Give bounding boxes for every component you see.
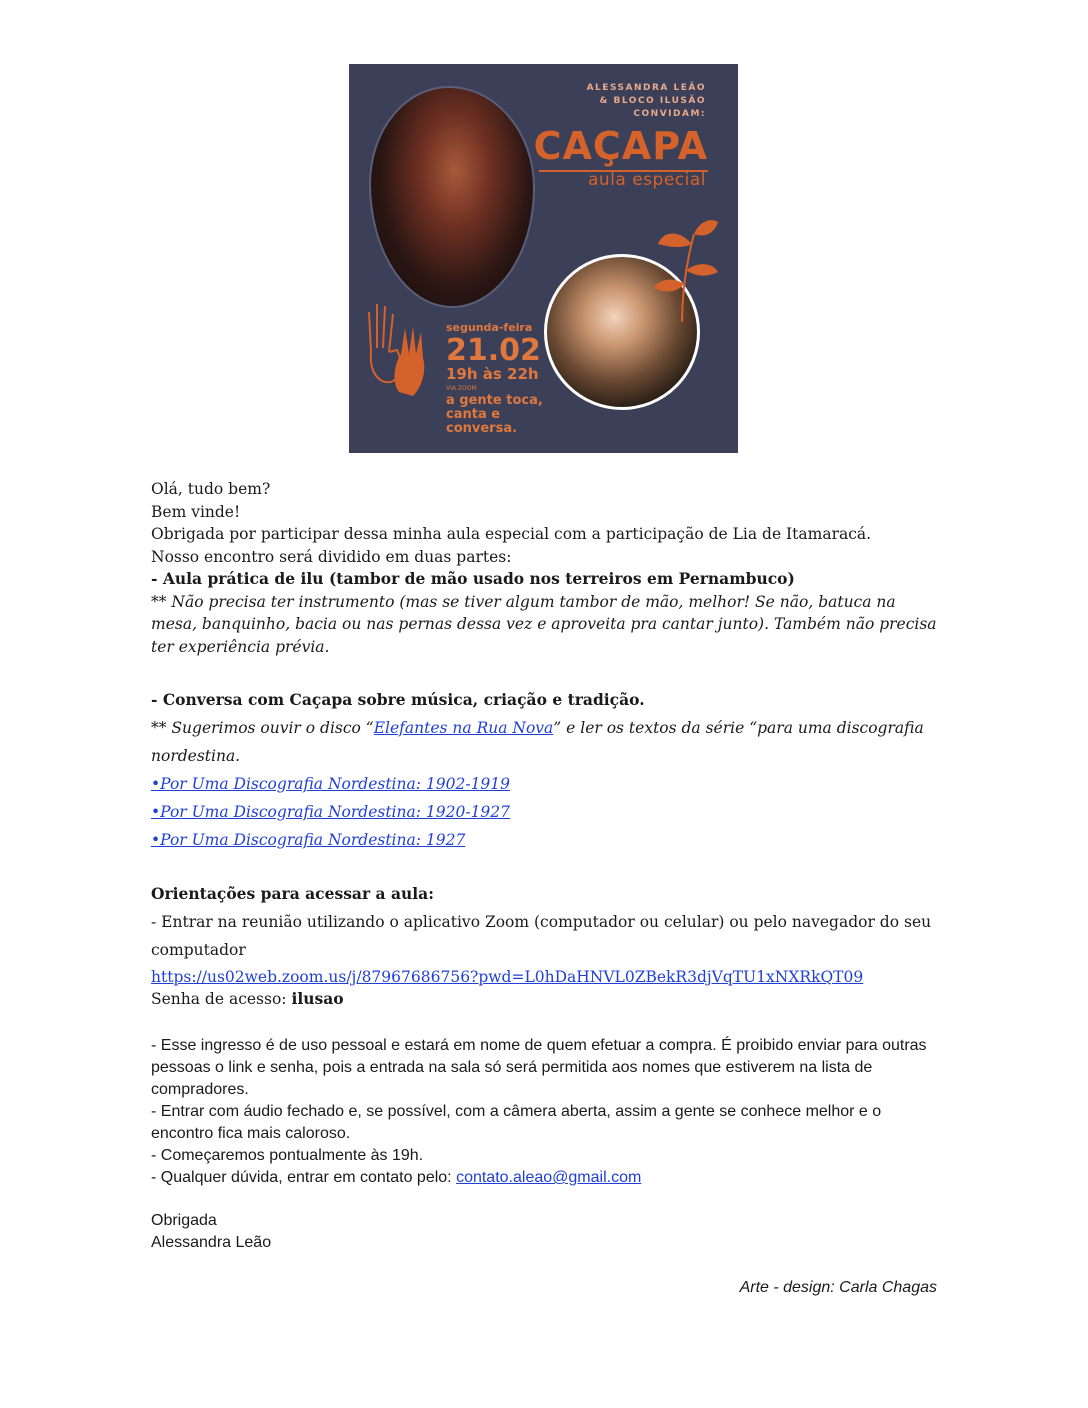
welcome: Bem vinde! (151, 502, 241, 521)
part2-note-suffix: ” e ler os textos da série “para uma discografia nordestina. (151, 719, 924, 765)
event-via: VIA ZOOM (446, 385, 477, 392)
part2-note (151, 714, 937, 770)
thanks-line: Obrigada por participar dessa minha aula especial com a participação de Lia de Itamaracá. (151, 525, 872, 543)
discography-link-1927[interactable]: •Por Uma Discografia Nordestina: 1927 (151, 831, 466, 849)
tagline-line: canta e (446, 407, 501, 422)
guitarist-photo (369, 86, 535, 308)
event-date: 21.02 (446, 333, 541, 368)
rule-contact (151, 1167, 937, 1189)
plant-icon (642, 214, 722, 324)
poster-header-line: CONVIDAM: (633, 109, 706, 119)
poster-header-line: & BLOCO ILUSÃO (599, 96, 706, 106)
rule-personal: - Esse ingresso é de uso pessoal e estará em nome de quem efetuar a compra. É proibido enviar para outras pessoas o link e senha, pois a entrada na sala só será permitida aos nomes que estiverem na lista de compradores. (151, 1037, 927, 1098)
part2-note-prefix: ** Sugerimos ouvir o disco “ (151, 719, 374, 737)
discography-link-1902-1919[interactable]: •Por Uma Discografia Nordestina: 1902-1919 (151, 775, 511, 793)
parts-line: Nosso encontro será dividido em duas partes: (151, 547, 512, 566)
design-credit: Arte - design: Carla Chagas (739, 1279, 937, 1296)
part2-block (151, 686, 937, 854)
signoff-block (151, 1210, 937, 1254)
zoom-link[interactable]: https://us02web.zoom.us/j/87967686756?pwd=L0hDaHNVL0ZBekR3djVqTU1xNXRkQT09 (151, 968, 864, 986)
access-block (151, 880, 937, 964)
access-instruction: - Entrar na reunião utilizando o aplicativo Zoom (computador ou celular) ou pelo navegador do seu computador (151, 913, 932, 959)
access-link-block (151, 966, 937, 1010)
access-title: Orientações para acessar a aula: (151, 884, 434, 903)
part1-title: - Aula prática de ilu (tambor de mão usado nos terreiros em Pernambuco) (151, 569, 795, 588)
discography-link-1920-1927[interactable]: •Por Uma Discografia Nordestina: 1920-1927 (151, 803, 511, 821)
poster-subtitle: aula especial (587, 170, 706, 190)
password-label: Senha de acesso: (151, 990, 292, 1008)
event-day: segunda-feira (446, 321, 533, 334)
event-poster (349, 64, 738, 453)
event-tagline (446, 394, 543, 436)
greeting: Olá, tudo bem? (151, 480, 271, 498)
tagline-line: a gente toca, (446, 393, 543, 408)
password-value: ilusao (291, 989, 344, 1008)
part2-title: - Conversa com Caçapa sobre música, criação e tradição. (151, 690, 645, 709)
intro-block (151, 478, 937, 658)
contact-prefix: - Qualquer dúvida, entrar em contato pelo: (151, 1169, 457, 1186)
hands-icon (361, 292, 431, 402)
signoff-name: Alessandra Leão (151, 1234, 272, 1251)
password-line (151, 988, 937, 1010)
event-details (446, 322, 543, 436)
tagline-line: conversa. (446, 421, 518, 436)
rule-start: - Começaremos pontualmente às 19h. (151, 1147, 424, 1164)
part1-note: ** Não precisa ter instrumento (mas se tiver algum tambor de mão, melhor! Se não, batuca na mesa, banquinho, bacia ou nas pernas dessa vez e aproveita pra cantar junto). Também não precisa ter experiência prévia. (151, 592, 937, 656)
event-time: 19h às 22h (446, 365, 539, 383)
contact-email-link[interactable]: contato.aleao@gmail.com (456, 1169, 642, 1186)
rules-block (151, 1035, 937, 1189)
poster-header-line: ALESSANDRA LEÃO (586, 83, 706, 93)
rule-audio: - Entrar com áudio fechado e, se possível, com a câmera aberta, assim a gente se conhece melhor e o encontro fica mais caloroso. (151, 1103, 882, 1142)
album-link[interactable]: Elefantes na Rua Nova (373, 719, 554, 737)
signoff-thanks: Obrigada (151, 1212, 217, 1229)
poster-title: CAÇAPA (533, 124, 708, 168)
poster-header (587, 82, 706, 121)
